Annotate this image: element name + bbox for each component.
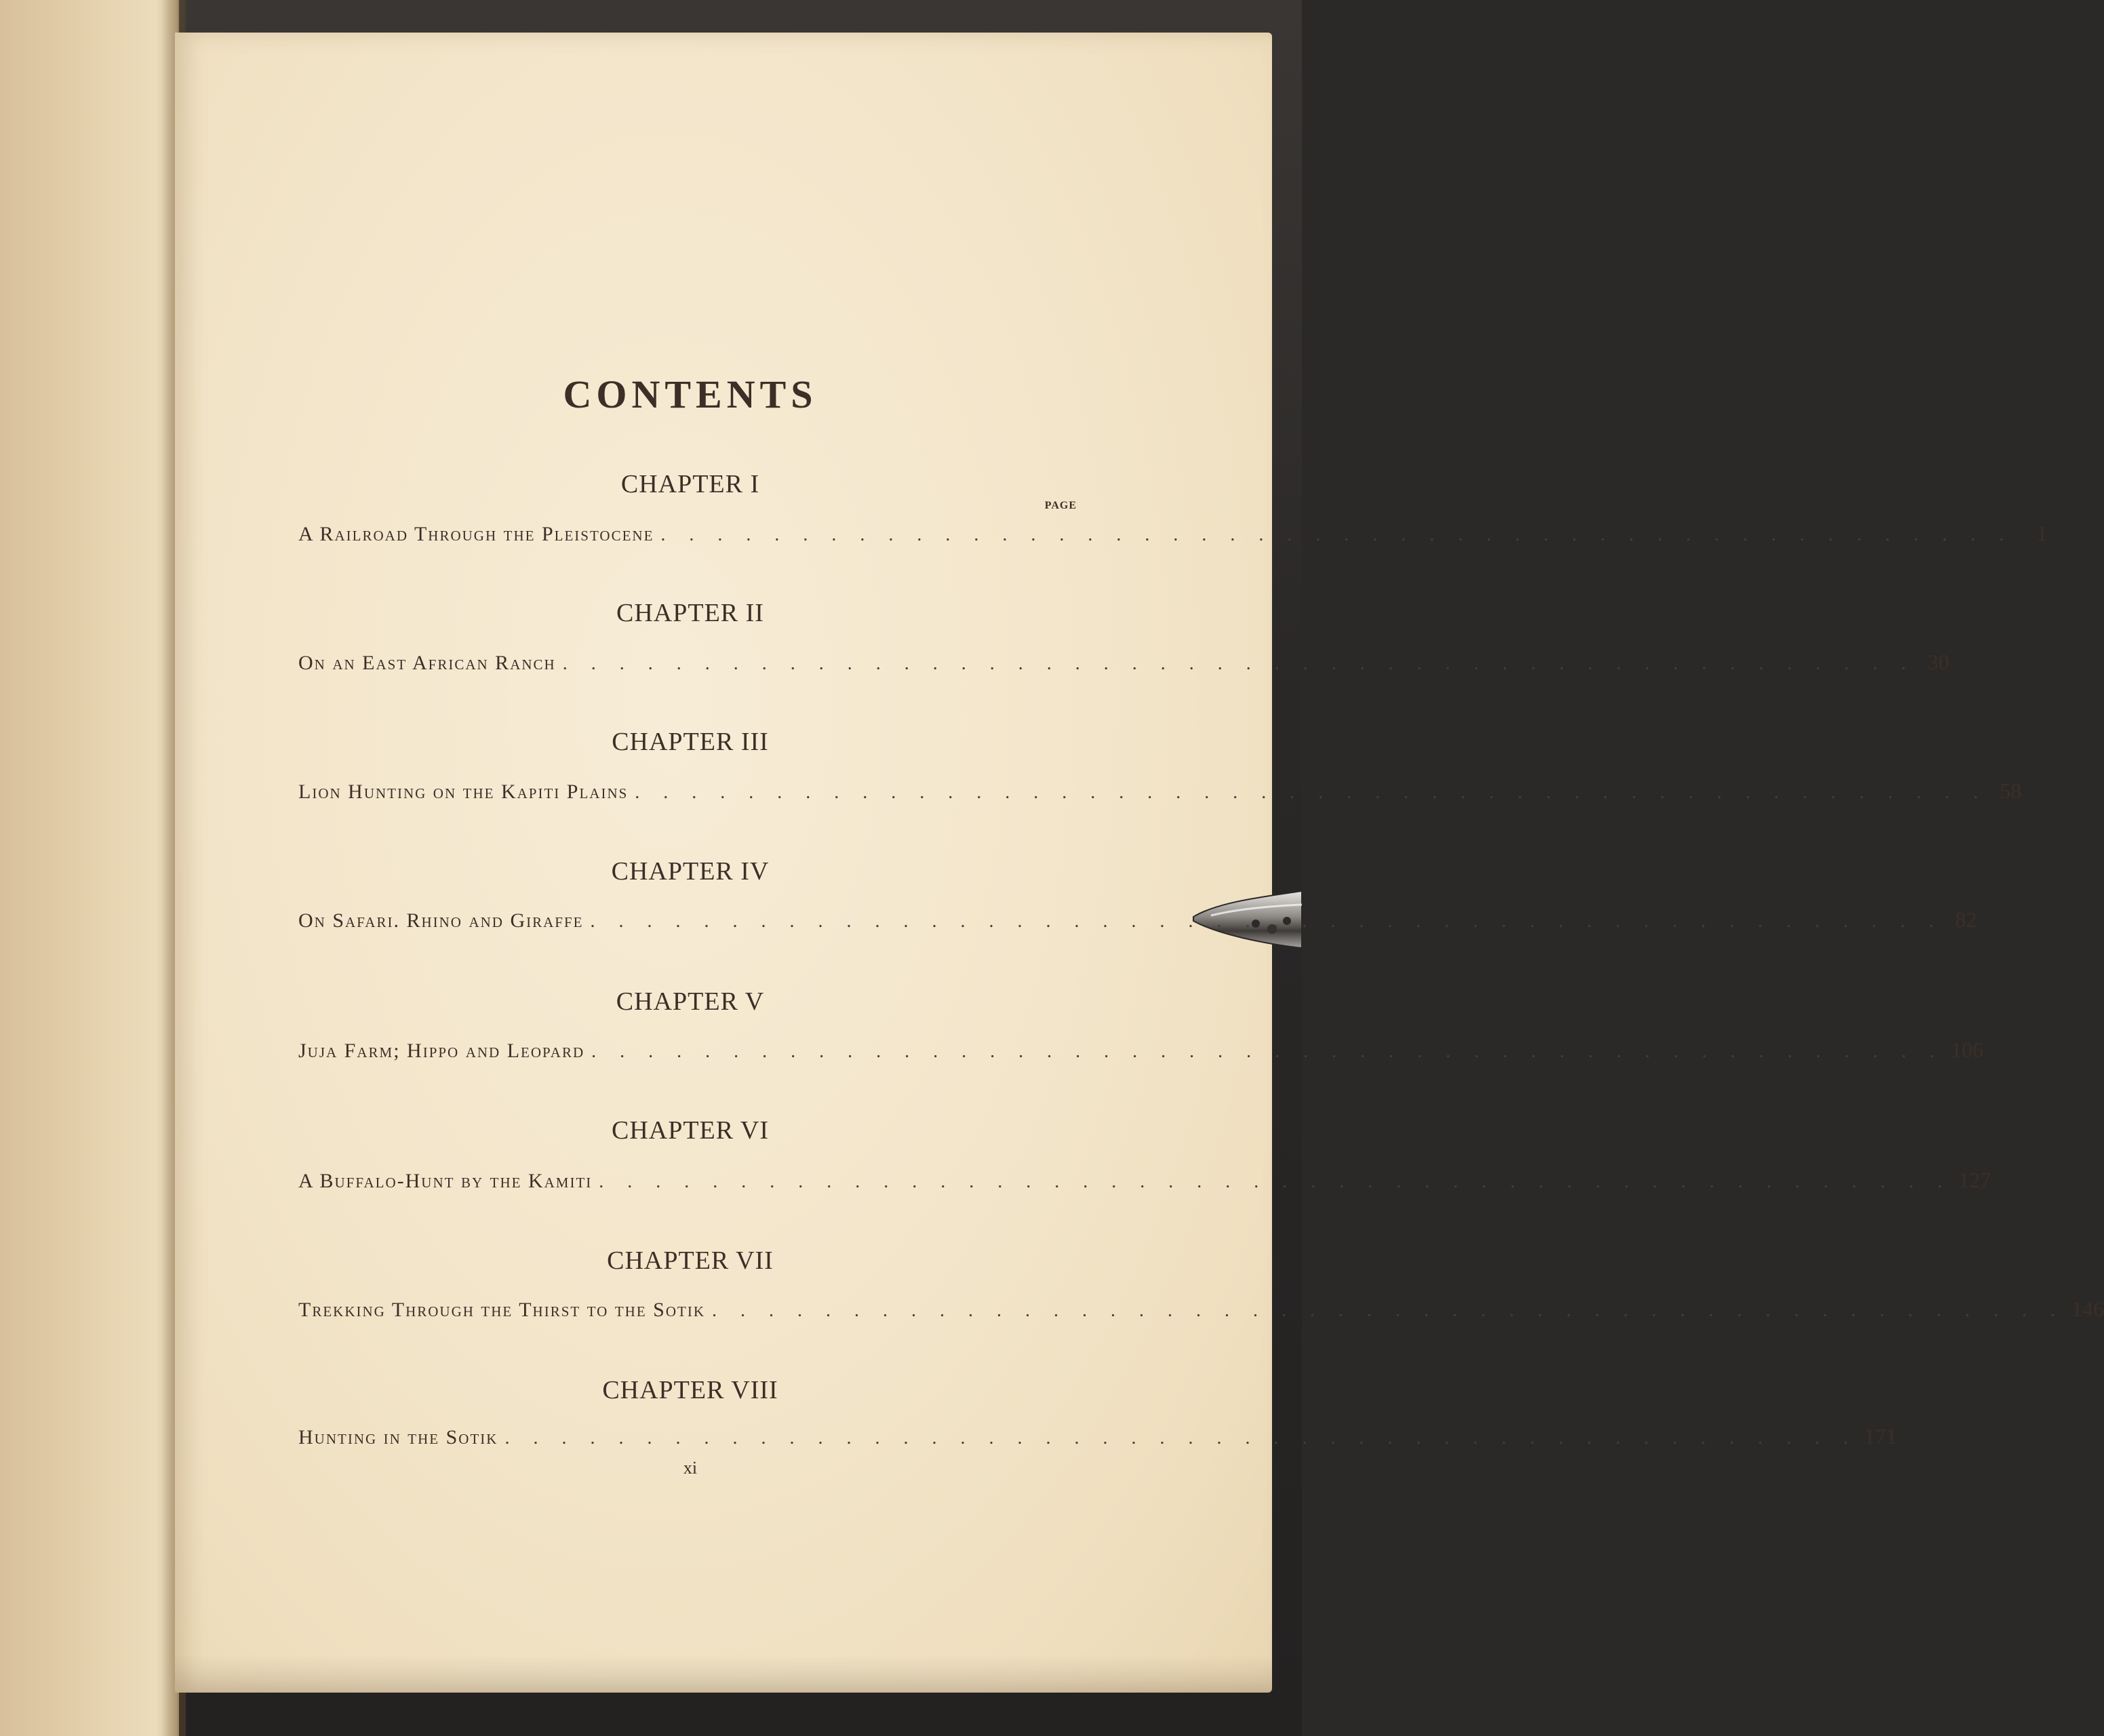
left-facing-page — [0, 0, 179, 1736]
toc-entry-page: 1 — [2036, 521, 2048, 545]
toc-entry-page: 30 — [1927, 650, 1949, 674]
dot-leader: . . . . . . . . . . . . . . . . . . . . . . . . . . . . . . . . . . . . . . . . . . . . . . . . — [599, 1171, 1952, 1192]
page-column-label: PAGE — [1044, 500, 1077, 511]
chapter-heading: CHAPTER I — [620, 470, 760, 498]
toc-entry-page: 127 — [1958, 1168, 1991, 1192]
toc-entry-page: 146 — [2071, 1297, 2104, 1321]
chapter-heading: CHAPTER II — [616, 599, 764, 627]
chapter-heading: CHAPTER VI — [611, 1116, 770, 1145]
chapter-heading: CHAPTER III — [612, 728, 769, 756]
toc-entry[interactable] — [298, 1424, 1897, 1449]
toc-entry[interactable] — [298, 1297, 2104, 1322]
dot-leader: . . . . . . . . . . . . . . . . . . . . . . . . . . . . . . . . . . . . . . . . . . . . . . . . — [562, 653, 1916, 674]
chapter-heading: CHAPTER IV — [611, 857, 770, 886]
toc-entry-title: Hunting in the Sotik — [298, 1426, 498, 1448]
toc-entry-page: 82 — [1955, 907, 1977, 932]
dot-leader: . . . . . . . . . . . . . . . . . . . . . . . . . . . . . . . . . . . . . . . . . . . . . . . . — [591, 1041, 1945, 1062]
dot-leader: . . . . . . . . . . . . . . . . . . . . . . . . . . . . . . . . . . . . . . . . . . . . . . . . — [660, 524, 2014, 545]
toc-entry[interactable] — [298, 1168, 1991, 1193]
toc-entry-title: Trekking Through the Thirst to the Sotik — [298, 1299, 705, 1321]
contents-heading: CONTENTS — [563, 372, 818, 416]
toc-entry-page: 171 — [1864, 1424, 1897, 1448]
toc-entry-page: 58 — [2000, 778, 2022, 803]
toc-entry[interactable] — [298, 521, 2048, 546]
chapter-heading: CHAPTER VII — [607, 1246, 774, 1275]
toc-entry-title: A Railroad Through the Pleistocene — [298, 523, 654, 545]
toc-entry-page: 106 — [1951, 1038, 1984, 1062]
page-number: xi — [683, 1458, 698, 1478]
toc-entry-title: A Buffalo-Hunt by the Kamiti — [298, 1170, 593, 1192]
toc-entry[interactable] — [298, 778, 2022, 804]
dot-leader: . . . . . . . . . . . . . . . . . . . . . . . . . . . . . . . . . . . . . . . . . . . . . . . . — [635, 782, 1988, 803]
chapter-heading: CHAPTER V — [616, 987, 765, 1016]
toc-entry[interactable] — [298, 907, 1977, 932]
dot-leader: . . . . . . . . . . . . . . . . . . . . . . . . . . . . . . . . . . . . . . . . . . . . . . . . — [590, 911, 1943, 932]
toc-entry-title: Juja Farm; Hippo and Leopard — [298, 1040, 585, 1062]
chapter-heading: CHAPTER VIII — [602, 1376, 778, 1404]
dot-leader: . . . . . . . . . . . . . . . . . . . . . . . . . . . . . . . . . . . . . . . . . . . . . . . . — [504, 1427, 1858, 1448]
page-edge-shadow — [175, 1655, 1272, 1693]
toc-entry[interactable] — [298, 1038, 1984, 1063]
dot-leader: . . . . . . . . . . . . . . . . . . . . . . . . . . . . . . . . . . . . . . . . . . . . . . . . — [711, 1300, 2065, 1321]
toc-entry[interactable] — [298, 650, 1949, 675]
toc-entry-title: On an East African Ranch — [298, 652, 556, 674]
toc-entry-title: On Safari. Rhino and Giraffe — [298, 909, 584, 932]
toc-entry-title: Lion Hunting on the Kapiti Plains — [298, 781, 629, 803]
